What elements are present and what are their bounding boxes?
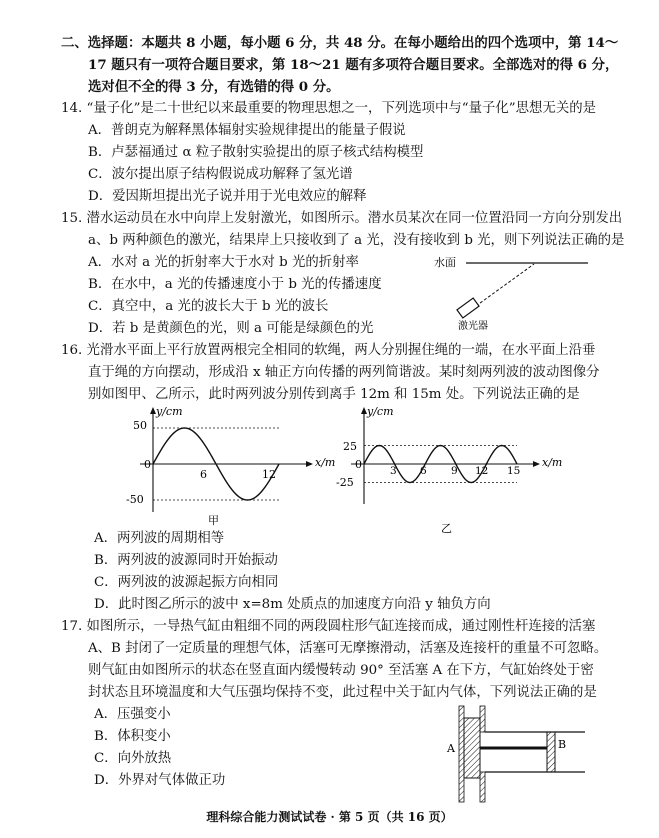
q14-stem: 14. “量子化”是二十世纪以来最重要的物理思想之一，下列选项中与“量子化”思想无关的是 <box>61 101 596 116</box>
page-footer: 理科综合能力测试试卷 · 第 5 页（共 16 页） <box>206 810 453 824</box>
x-axis-arrow <box>306 461 313 467</box>
q15-option-d: D．若 b 是黄颜色的光，则 a 可能是绿颜色的光 <box>88 321 374 336</box>
q16-stem-line-1: 16. 光滑水平面上平行放置两根完全相同的软绳，两人分别握住绳的一端，在水平面上沿垂 <box>61 343 596 358</box>
water-surface-label: 水面 <box>434 256 456 269</box>
q17-stem-line-4: 封状态且环境温度和大气压强均保持不变，此过程中关于缸内气体，下列说法正确的是 <box>88 685 597 700</box>
piston-b <box>547 732 555 772</box>
section-header-line-3: 选对但不全的得 3 分，有选错的得 0 分。 <box>88 79 340 95</box>
q14-option-b: B．卢瑟福通过 α 粒子散射实验提出的原子核式结构模型 <box>88 145 424 160</box>
q15-option-c: C．真空中，a 光的波长大于 b 光的波长 <box>88 299 329 314</box>
chart-title-jia: 甲 <box>208 514 219 527</box>
q17-cylinder-figure <box>445 702 595 806</box>
x-tick-6: 6 <box>200 468 207 481</box>
x-tick-0: 0 <box>355 458 362 471</box>
piston-a-label: A <box>447 742 455 755</box>
laser-beam <box>476 264 534 306</box>
large-cylinder-wall-right-bottom <box>480 772 485 802</box>
q16-option-d: D．此时图乙所示的波中 x=8m 处质点的加速度方向沿 y 轴负方向 <box>94 597 491 612</box>
wave-chart-yi <box>335 404 570 539</box>
x-tick-12: 12 <box>262 468 276 481</box>
laser-device-label: 激光器 <box>458 321 488 332</box>
q16-stem-line-2: 直于绳的方向摆动，形成沿 x 轴正方向传播的两列简谐波。某时刻两列波的波动图像分 <box>88 365 600 380</box>
chart-title-yi: 乙 <box>441 522 452 535</box>
q17-option-c: C．向外放热 <box>94 751 172 766</box>
x-axis-label: x/m <box>542 456 563 469</box>
q14-option-c: C．波尔提出原子结构假说成功解释了氢光谱 <box>88 167 353 182</box>
large-cylinder-wall-right-top <box>480 706 485 732</box>
q17-stem-line-1: 17. 如图所示，一导热气缸由粗细不同的两段圆柱形气缸连接而成，通过刚性杆连接的活塞 <box>61 619 596 634</box>
large-cylinder-wall-left <box>459 706 464 802</box>
piston-b-label: B <box>558 738 567 751</box>
piston-a <box>464 718 480 778</box>
x-tick-0: 0 <box>144 458 151 471</box>
x-axis-arrow <box>533 461 540 467</box>
q17-option-b: B．体积变小 <box>94 729 171 744</box>
q14-option-d: D．爱因斯坦提出光子说并用于光电效应的解释 <box>88 189 367 204</box>
q15-option-a: A．水对 a 光的折射率大于水对 b 光的折射率 <box>88 255 359 270</box>
wave-chart-jia <box>120 404 335 539</box>
q15-laser-figure <box>430 250 590 334</box>
q15-option-b: B．在水中，a 光的传播速度小于 b 光的传播速度 <box>88 277 382 292</box>
x-tick-6: 6 <box>420 465 427 477</box>
y-tick-25: 25 <box>343 440 357 453</box>
y-axis-label: y/cm <box>367 405 394 418</box>
x-tick-12: 12 <box>475 465 489 477</box>
q17-option-d: D．外界对气体做正功 <box>94 773 226 788</box>
laser-device-icon <box>457 298 479 318</box>
y-tick-50: 50 <box>133 419 147 432</box>
x-tick-15: 15 <box>507 465 521 477</box>
y-tick-neg50: -50 <box>126 493 144 506</box>
y-axis-label: y/cm <box>156 405 183 418</box>
x-tick-3: 3 <box>390 465 397 477</box>
q17-stem-line-3: 则气缸由如图所示的状态在竖直面内缓慢转动 90° 至活塞 A 在下方，气缸始终处于密 <box>88 663 594 678</box>
x-axis-label: x/m <box>315 456 335 469</box>
q16-stem-line-3: 别如图甲、乙所示，此时两列波分别传到离手 12m 和 15m 处。下列说法正确的是 <box>88 387 580 402</box>
q15-stem-line-1: 15. 潜水运动员在水中向岸上发射激光，如图所示。潜水员某次在同一位置沿同一方向分别发出 <box>61 211 623 226</box>
q16-option-c: C．两列波的波源起振方向相同 <box>94 575 279 590</box>
section-header-line-1: 二、选择题：本题共 8 小题，每小题 6 分，共 48 分。在每小题给出的四个选项中，第 14～ <box>61 35 619 51</box>
x-tick-9: 9 <box>451 465 458 477</box>
section-header-line-2: 17 题只有一项符合题目要求，第 18～21 题有多项符合题目要求。全部选对的得 6 分， <box>88 57 619 73</box>
q14-option-a: A．普朗克为解释黑体辐射实验规律提出的能量子假说 <box>88 123 406 138</box>
q17-stem-line-2: A、B 封闭了一定质量的理想气体，活塞可无摩擦滑动，活塞及连接杆的重量不可忽略。 <box>88 641 608 656</box>
q16-option-b: B．两列波的波源同时开始振动 <box>94 553 278 568</box>
q17-option-a: A．压强变小 <box>94 707 171 722</box>
y-tick-neg25: -25 <box>336 476 354 489</box>
q15-stem-line-2: a、b 两种颜色的激光，结果岸上只接收到了 a 光，没有接收到 b 光，则下列说法正确的是 <box>88 233 625 248</box>
q16-option-a: A．两列波的周期相等 <box>94 531 225 546</box>
